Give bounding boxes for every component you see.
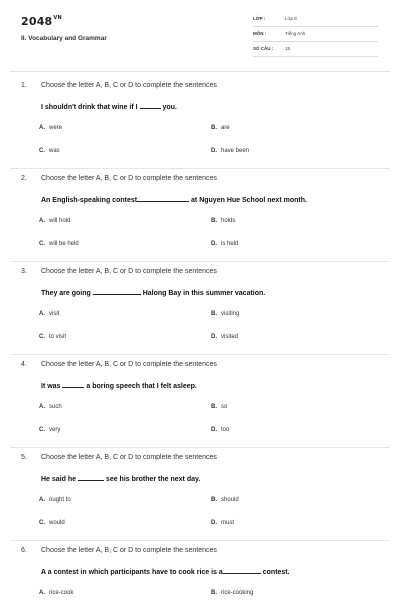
- option-text: too: [221, 427, 230, 433]
- meta-value: 15: [285, 46, 291, 51]
- option-d[interactable]: [211, 427, 229, 433]
- meta-label: MÔN :: [253, 31, 267, 36]
- stem-before: A a contest in which participants have to cook rice is a: [41, 569, 223, 576]
- question-number: 1.: [21, 82, 27, 89]
- answer-blank: [223, 567, 261, 574]
- option-letter: B.: [211, 404, 217, 410]
- option-letter: D.: [211, 334, 217, 340]
- option-letter: B.: [211, 497, 217, 503]
- logo-superscript: VN: [53, 15, 62, 21]
- option-c[interactable]: [39, 427, 60, 433]
- option-text: to visit: [49, 334, 67, 340]
- option-letter: C.: [39, 520, 45, 526]
- option-letter: A.: [39, 125, 45, 131]
- option-text: such: [49, 404, 62, 410]
- stem-after: see his brother the next day.: [105, 476, 201, 483]
- question-number: 4.: [21, 361, 27, 368]
- question-3: [0, 262, 400, 355]
- option-b[interactable]: [211, 311, 239, 317]
- stem-before: An English-speaking contest: [41, 197, 138, 204]
- question-1: [0, 76, 400, 169]
- option-text: visit: [49, 311, 60, 317]
- option-d[interactable]: [211, 241, 238, 247]
- option-text: was: [49, 148, 60, 154]
- option-d[interactable]: [211, 520, 234, 526]
- option-text: visiting: [221, 311, 240, 317]
- meta-row-subject: [253, 29, 378, 42]
- meta-row-class: [253, 14, 378, 27]
- option-text: visited: [221, 334, 239, 340]
- option-b[interactable]: [211, 125, 230, 131]
- option-text: will be held: [49, 241, 79, 247]
- stem-after: you.: [162, 104, 177, 111]
- answer-blank: [140, 102, 161, 109]
- option-c[interactable]: [39, 241, 79, 247]
- question-stem: [41, 474, 200, 483]
- option-d[interactable]: [211, 334, 238, 340]
- option-letter: A.: [39, 218, 45, 224]
- logo-text: 2048: [21, 15, 53, 28]
- option-letter: D.: [211, 148, 217, 154]
- option-text: will hold: [49, 218, 71, 224]
- stem-before: It was: [41, 383, 61, 390]
- option-letter: D.: [211, 241, 217, 247]
- question-5: [0, 448, 400, 541]
- option-letter: B.: [211, 590, 217, 596]
- option-letter: C.: [39, 241, 45, 247]
- site-logo: [21, 15, 62, 28]
- option-text: were: [49, 125, 63, 131]
- option-letter: D.: [211, 520, 217, 526]
- option-letter: B.: [211, 311, 217, 317]
- option-text: is held: [221, 241, 239, 247]
- stem-after: a boring speech that I felt asleep.: [86, 383, 197, 390]
- answer-blank: [137, 195, 189, 202]
- question-number: 5.: [21, 454, 27, 461]
- option-text: rice-cooking: [221, 590, 254, 596]
- question-instruction: Choose the letter A, B, C or D to complete the sentences: [41, 82, 217, 89]
- meta-label: LỚP :: [253, 16, 266, 21]
- option-text: are: [221, 125, 230, 131]
- question-instruction: Choose the letter A, B, C or D to complete the sentences: [41, 268, 217, 275]
- option-a[interactable]: [39, 125, 62, 131]
- option-b[interactable]: [211, 218, 235, 224]
- answer-blank: [62, 381, 84, 388]
- question-instruction: Choose the letter A, B, C or D to complete the sentences: [41, 175, 217, 182]
- meta-value: Lớp 8: [285, 16, 297, 21]
- option-letter: C.: [39, 334, 45, 340]
- option-a[interactable]: [39, 590, 73, 596]
- option-a[interactable]: [39, 218, 70, 224]
- question-instruction: Choose the letter A, B, C or D to complete the sentences: [41, 454, 217, 461]
- meta-value: Tiếng Anh: [285, 31, 306, 36]
- option-letter: A.: [39, 311, 45, 317]
- stem-before: They are going: [41, 290, 91, 297]
- stem-before: He said he: [41, 476, 77, 483]
- option-c[interactable]: [39, 148, 60, 154]
- worksheet-header: [0, 0, 400, 70]
- option-a[interactable]: [39, 404, 62, 410]
- question-number: 2.: [21, 175, 27, 182]
- stem-after: at Nguyen Hue School next month.: [191, 197, 307, 204]
- question-instruction: Choose the letter A, B, C or D to complete the sentences: [41, 547, 217, 554]
- option-letter: C.: [39, 148, 45, 154]
- question-6: [0, 541, 400, 600]
- option-text: would: [49, 520, 65, 526]
- question-4: [0, 355, 400, 448]
- question-2: [0, 169, 400, 262]
- option-text: so: [221, 404, 228, 410]
- meta-row-question-count: [253, 44, 378, 57]
- option-text: should: [221, 497, 239, 503]
- option-text: rice-cook: [49, 590, 74, 596]
- option-text: ought to: [49, 497, 71, 503]
- option-a[interactable]: [39, 497, 71, 503]
- option-letter: B.: [211, 218, 217, 224]
- option-text: holds: [221, 218, 236, 224]
- option-letter: B.: [211, 125, 217, 131]
- option-c[interactable]: [39, 334, 66, 340]
- question-stem: [41, 195, 307, 204]
- option-letter: A.: [39, 404, 45, 410]
- question-list: [0, 76, 400, 600]
- option-text: very: [49, 427, 61, 433]
- question-number: 6.: [21, 547, 27, 554]
- worksheet-meta: [253, 14, 378, 59]
- answer-blank: [93, 288, 141, 295]
- stem-after: contest.: [262, 569, 290, 576]
- option-letter: D.: [211, 427, 217, 433]
- header-divider: [10, 71, 390, 72]
- option-a[interactable]: [39, 311, 59, 317]
- option-letter: A.: [39, 497, 45, 503]
- question-stem: [41, 288, 265, 297]
- option-b[interactable]: [211, 404, 227, 410]
- stem-after: Halong Bay in this summer vacation.: [142, 290, 266, 297]
- option-d[interactable]: [211, 148, 249, 154]
- option-text: must: [221, 520, 235, 526]
- meta-label: SỐ CÂU :: [253, 46, 274, 51]
- option-letter: C.: [39, 427, 45, 433]
- question-stem: [41, 567, 290, 576]
- section-title: II. Vocabulary and Grammar: [21, 35, 107, 42]
- answer-blank: [78, 474, 104, 481]
- option-b[interactable]: [211, 497, 239, 503]
- option-letter: A.: [39, 590, 45, 596]
- stem-before: I shouldn't drink that wine if I: [41, 104, 138, 111]
- option-text: have been: [221, 148, 250, 154]
- option-c[interactable]: [39, 520, 65, 526]
- question-number: 3.: [21, 268, 27, 275]
- option-b[interactable]: [211, 590, 253, 596]
- question-stem: [41, 102, 177, 111]
- question-stem: [41, 381, 197, 390]
- question-instruction: Choose the letter A, B, C or D to complete the sentences: [41, 361, 217, 368]
